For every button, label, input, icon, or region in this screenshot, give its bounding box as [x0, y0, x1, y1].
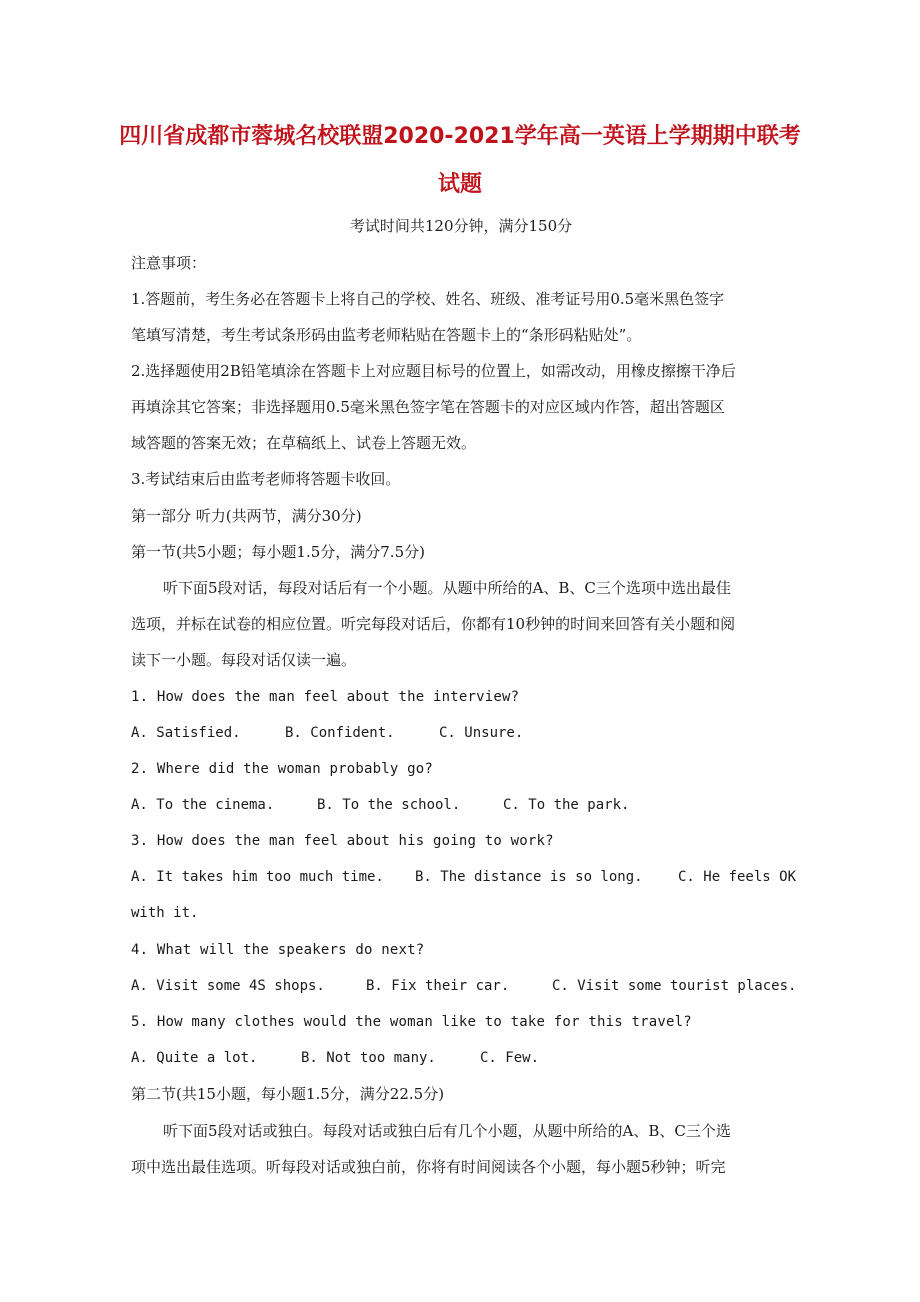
question-1: 1. How does the man feel about the interview?	[131, 689, 520, 705]
question-4: 4. What will the speakers do next?	[131, 942, 425, 958]
q2-option-a: A. To the cinema.	[131, 797, 275, 813]
q2-option-c: C. To the park.	[503, 797, 630, 813]
part1-heading: 第一部分 听力(共两节，满分30分)	[131, 507, 362, 525]
question-5: 5. How many clothes would the woman like to take for this travel?	[131, 1014, 692, 1030]
q1-option-c: C. Unsure.	[439, 725, 524, 741]
question-2: 2. Where did the woman probably go?	[131, 761, 434, 777]
exam-info: 考试时间共120分钟，满分150分	[349, 217, 573, 235]
notice-item-1-cont: 笔填写清楚，考生考试条形码由监考老师粘贴在答题卡上的“条形码粘贴处”。	[131, 326, 642, 344]
notice-item-3: 3.考试结束后由监考老师将答题卡收回。	[131, 470, 401, 488]
q3-option-c: C. He feels OK	[678, 869, 797, 885]
q2-option-b: B. To the school.	[317, 797, 461, 813]
section1-instructions-cont: 选项，并标在试卷的相应位置。听完每段对话后，你都有10秒钟的时间来回答有关小题和阅	[131, 615, 736, 633]
q4-option-a: A. Visit some 4S shops.	[131, 978, 325, 994]
section2-instructions-cont: 项中选出最佳选项。听每段对话或独白前，你将有时间阅读各个小题，每小题5秒钟；听完	[131, 1158, 726, 1176]
q1-option-b: B. Confident.	[285, 725, 395, 741]
q3-option-a: A. It takes him too much time.	[131, 869, 384, 885]
notice-item-2-cont: 再填涂其它答案；非选择题用0.5毫米黑色签字笔在答题卡的对应区域内作答，超出答题区	[131, 398, 725, 416]
document-title-line2: 试题	[437, 172, 482, 197]
q3-option-c-cont: with it.	[131, 905, 199, 921]
notice-heading: 注意事项：	[131, 254, 207, 272]
question-3: 3. How does the man feel about his going to work?	[131, 833, 554, 849]
q4-option-b: B. Fix their car.	[366, 978, 510, 994]
notice-item-1: 1.答题前，考生务必在答题卡上将自己的学校、姓名、班级、准考证号用0.5毫米黑色签字	[131, 290, 725, 308]
section1-instructions: 听下面5段对话，每段对话后有一个小题。从题中所给的A、B、C三个选项中选出最佳	[163, 579, 731, 597]
notice-item-2: 2.选择题使用2B铅笔填涂在答题卡上对应题目标号的位置上，如需改动，用橡皮擦擦干净后	[131, 362, 736, 380]
q5-option-a: A. Quite a lot.	[131, 1050, 258, 1066]
document-title-line1: 四川省成都市蓉城名校联盟2020-2021学年高一英语上学期期中联考	[119, 124, 801, 149]
section1-heading: 第一节(共5小题；每小题1.5分，满分7.5分)	[131, 543, 425, 561]
q5-option-b: B. Not too many.	[301, 1050, 436, 1066]
q4-option-c: C. Visit some tourist places.	[552, 978, 797, 994]
q5-option-c: C. Few.	[480, 1050, 540, 1066]
notice-item-2-cont2: 域答题的答案无效；在草稿纸上、试卷上答题无效。	[131, 434, 477, 452]
section2-instructions: 听下面5段对话或独白。每段对话或独白后有几个小题，从题中所给的A、B、C三个选	[163, 1122, 731, 1140]
q3-option-b: B. The distance is so long.	[415, 869, 643, 885]
section1-instructions-cont2: 读下一小题。每段对话仅读一遍。	[131, 651, 357, 669]
q1-option-a: A. Satisfied.	[131, 725, 241, 741]
section2-heading: 第二节(共15小题，每小题1.5分，满分22.5分)	[131, 1085, 445, 1103]
